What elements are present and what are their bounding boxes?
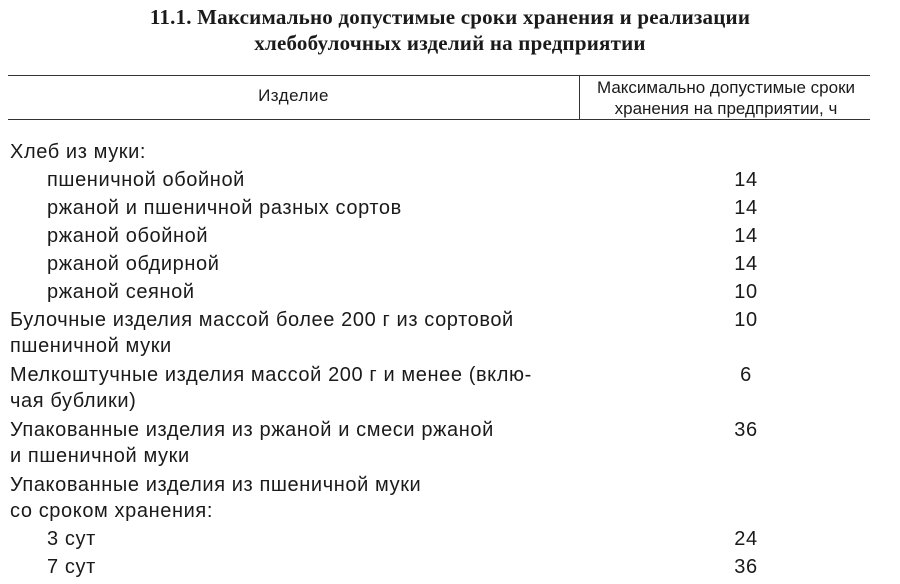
header-top-rule [8, 75, 870, 76]
row-label: и пшеничной муки [10, 445, 190, 467]
row-label: со сроком хранения: [10, 500, 213, 522]
table-row [0, 138, 900, 166]
row-label: Хлеб из муки: [10, 141, 147, 163]
table-row [0, 471, 900, 499]
table-row [0, 194, 900, 222]
row-label: Упакованные изделия из пшеничной муки [10, 474, 422, 496]
table-row [0, 553, 900, 581]
row-value: 14 [734, 253, 758, 275]
table-row [0, 306, 900, 334]
row-label: ржаной обойной [47, 225, 209, 247]
row-value: 14 [734, 197, 758, 219]
table-row [0, 222, 900, 250]
column-header-item: Изделие [258, 86, 329, 105]
table-row [0, 361, 900, 389]
row-label: 3 сут [47, 528, 96, 550]
row-label: 7 сут [47, 556, 96, 578]
table-row [0, 525, 900, 553]
table-row [0, 166, 900, 194]
row-label: пшеничной обойной [47, 169, 245, 191]
row-label: Мелкоштучные изделия массой 200 г и менее (вклю- [10, 364, 532, 386]
row-value: 14 [734, 169, 758, 191]
table-row [0, 332, 900, 360]
table-row [0, 387, 900, 415]
table-title-line2: хлебобулочных изделий на предприятии [254, 31, 646, 55]
header-bottom-rule [8, 119, 870, 120]
row-label: ржаной обдирной [47, 253, 220, 275]
row-label: Упакованные изделия из ржаной и смеси ржаной [10, 419, 494, 441]
table-row [0, 250, 900, 278]
row-label: ржаной и пшеничной разных сортов [47, 197, 402, 219]
column-header-storage-line1: Максимально допустимые сроки [596, 78, 855, 97]
table-row [0, 416, 900, 444]
row-value: 14 [734, 225, 758, 247]
header-column-separator [579, 75, 580, 119]
row-value: 24 [734, 528, 758, 550]
row-label: пшеничной муки [10, 335, 172, 357]
row-value: 10 [734, 309, 758, 331]
table-row [0, 442, 900, 470]
table-title-line1: 11.1. Максимально допустимые сроки хранения и реализации [149, 5, 751, 29]
table-row [0, 278, 900, 306]
column-header-storage-line2: хранения на предприятии, ч [614, 99, 838, 118]
row-value: 36 [734, 556, 758, 578]
row-label: чая бублики) [10, 390, 137, 412]
row-value: 10 [734, 281, 758, 303]
column-header-storage [582, 77, 870, 119]
row-label: Булочные изделия массой более 200 г из сортовой [10, 309, 514, 331]
row-value: 36 [734, 419, 758, 441]
row-value: 6 [740, 364, 752, 386]
table-row [0, 497, 900, 525]
row-label: ржаной сеяной [47, 281, 195, 303]
